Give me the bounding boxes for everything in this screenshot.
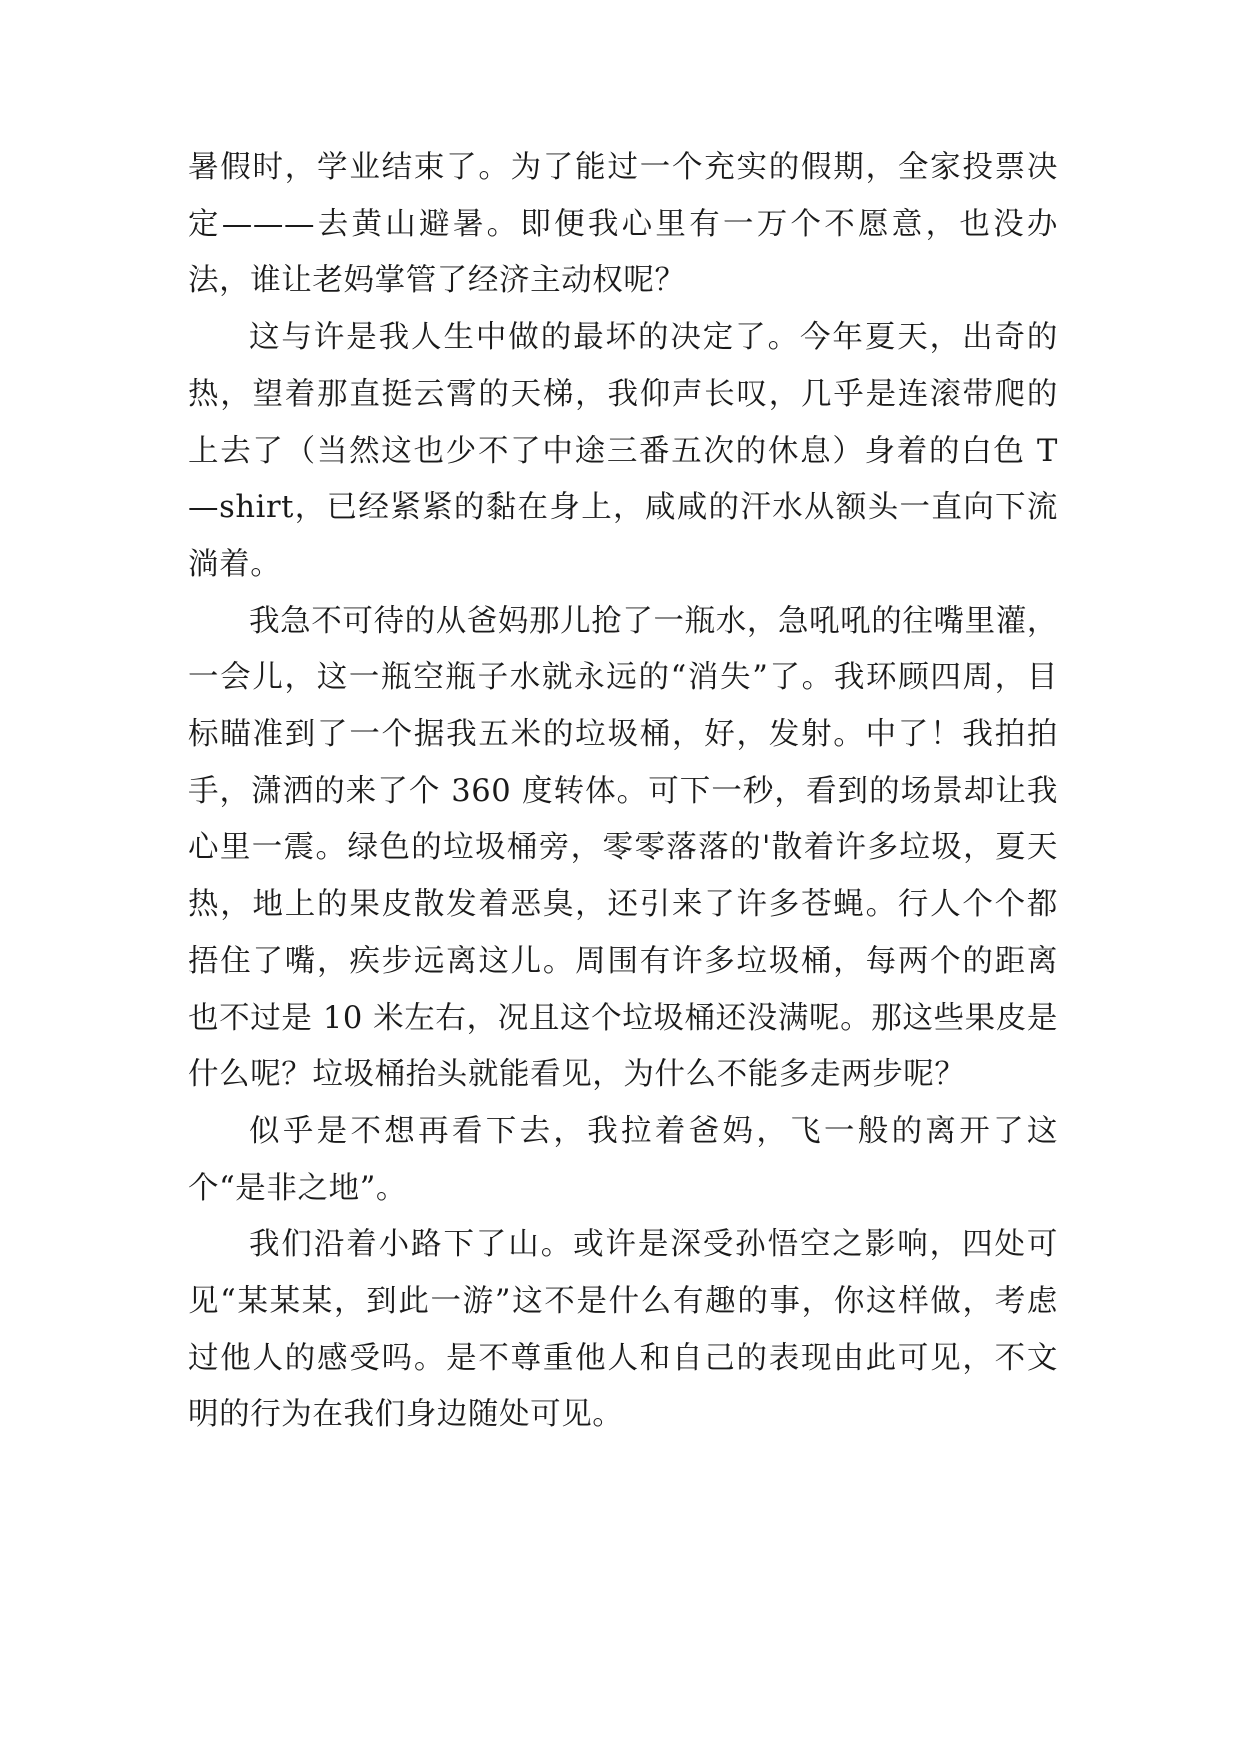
paragraph-5: 我们沿着小路下了山。或许是深受孙悟空之影响，四处可见“某某某，到此一游”这不是什么有趣的事，你这样做，考虑过他人的感受吗。是不尊重他人和自己的表现由此可见，不文明的行为在我们身边随处可见。 (188, 1227, 1058, 1433)
document-page (188, 140, 1058, 1444)
paragraph-3: 我急不可待的从爸妈那儿抢了一瓶水，急吼吼的往嘴里灌，一会儿，这一瓶空瓶子水就永远的“消失”了。我环顾四周，目标瞄准到了一个据我五米的垃圾桶，好，发射。中了！我拍拍手，潇洒的来了个 360 度转体。可下一秒，看到的场景却让我心里一震。绿色的垃圾桶旁，零零落落的'散着许多垃圾，夏天热，地上的果皮散发着恶臭，还引来了许多苍蝇。行人个个都捂住了嘴，疾步远离这儿。周围有许多垃圾桶，每两个的距离也不过是 10 米左右，况且这个垃圾桶还没满呢。那这些果皮是什么呢？垃圾桶抬头就能看见，为什么不能多走两步呢？ (188, 603, 1058, 1093)
paragraph-4: 似乎是不想再看下去，我拉着爸妈，飞一般的离开了这个“是非之地”。 (188, 1113, 1058, 1206)
paragraph-1: 暑假时，学业结束了。为了能过一个充实的假期，全家投票决定———去黄山避暑。即便我心里有一万个不愿意，也没办法，谁让老妈掌管了经济主动权呢？ (188, 150, 1058, 299)
paragraph-2: 这与许是我人生中做的最坏的决定了。今年夏天，出奇的热，望着那直挺云霄的天梯，我仰声长叹，几乎是连滚带爬的上去了（当然这也少不了中途三番五次的休息）身着的白色 T—shirt，已经紧紧的黏在身上，咸咸的汗水从额头一直向下流淌着。 (188, 320, 1058, 582)
